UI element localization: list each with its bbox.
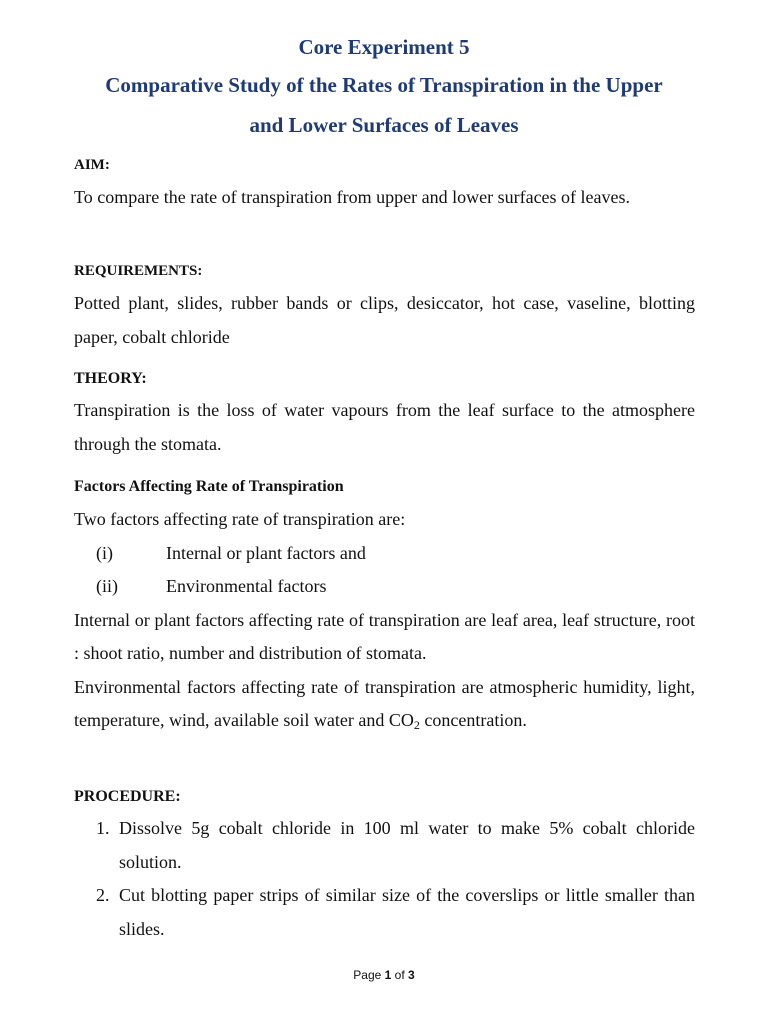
list-item-text: Internal or plant factors and	[166, 542, 366, 563]
environmental-factors-text	[74, 671, 695, 738]
procedure-step-number: 1.	[96, 818, 110, 838]
requirements-heading: REQUIREMENTS:	[74, 263, 203, 279]
list-item-number: (ii)	[96, 576, 118, 596]
procedure-step-number: 2.	[96, 885, 110, 905]
aim-text: To compare the rate of transpiration from upper and lower surfaces of leaves.	[74, 187, 631, 207]
list-item-text: Environmental factors	[166, 576, 327, 596]
procedure-section	[74, 788, 695, 946]
theory-section	[74, 370, 695, 461]
theory-text: Transpiration is the loss of water vapours from the leaf surface to the atmosphere through the stomata.	[74, 400, 695, 454]
page-of: of	[394, 968, 405, 982]
list-item	[74, 537, 695, 571]
aim-section	[74, 157, 695, 215]
factors-intro: Two factors affecting rate of transpiration are:	[74, 509, 406, 529]
environmental-factors-end: concentration.	[424, 710, 527, 730]
page-total: 3	[408, 968, 415, 982]
factors-section	[74, 478, 695, 738]
environmental-factors-main: Environmental factors affecting rate of transpiration are atmospheric humidity, light, temperature, wind, available soil water and CO	[74, 676, 695, 730]
requirements-section	[74, 263, 695, 354]
requirements-text: Potted plant, slides, rubber bands or clips, desiccator, hot case, vaseline, blotting paper, cobalt chloride	[74, 293, 695, 347]
list-item-number: (i)	[96, 542, 113, 563]
procedure-step	[74, 879, 695, 946]
page-footer	[0, 968, 768, 982]
procedure-step-text: Cut blotting paper strips of similar size of the coverslips or little smaller than slides.	[119, 885, 695, 939]
aim-heading: AIM:	[74, 157, 110, 173]
factors-heading: Factors Affecting Rate of Transpiration	[74, 478, 344, 495]
list-item	[74, 570, 695, 604]
theory-heading: THEORY:	[74, 370, 147, 387]
procedure-step	[74, 812, 695, 879]
experiment-number-title: Core Experiment 5	[298, 35, 470, 59]
co2-subscript: 2	[413, 718, 420, 732]
experiment-title-line-2: and Lower Surfaces of Leaves	[249, 113, 519, 137]
procedure-step-text: Dissolve 5g cobalt chloride in 100 ml water to make 5% cobalt chloride solution.	[119, 818, 695, 872]
page-label: Page	[353, 968, 382, 982]
experiment-title-line-1: Comparative Study of the Rates of Transpiration in the Upper	[105, 73, 663, 97]
page-current: 1	[384, 968, 392, 982]
internal-factors-text: Internal or plant factors affecting rate of transpiration are leaf area, leaf structure, root : shoot ratio, number and distribution of stomata.	[74, 609, 695, 663]
procedure-heading: PROCEDURE:	[74, 788, 181, 805]
